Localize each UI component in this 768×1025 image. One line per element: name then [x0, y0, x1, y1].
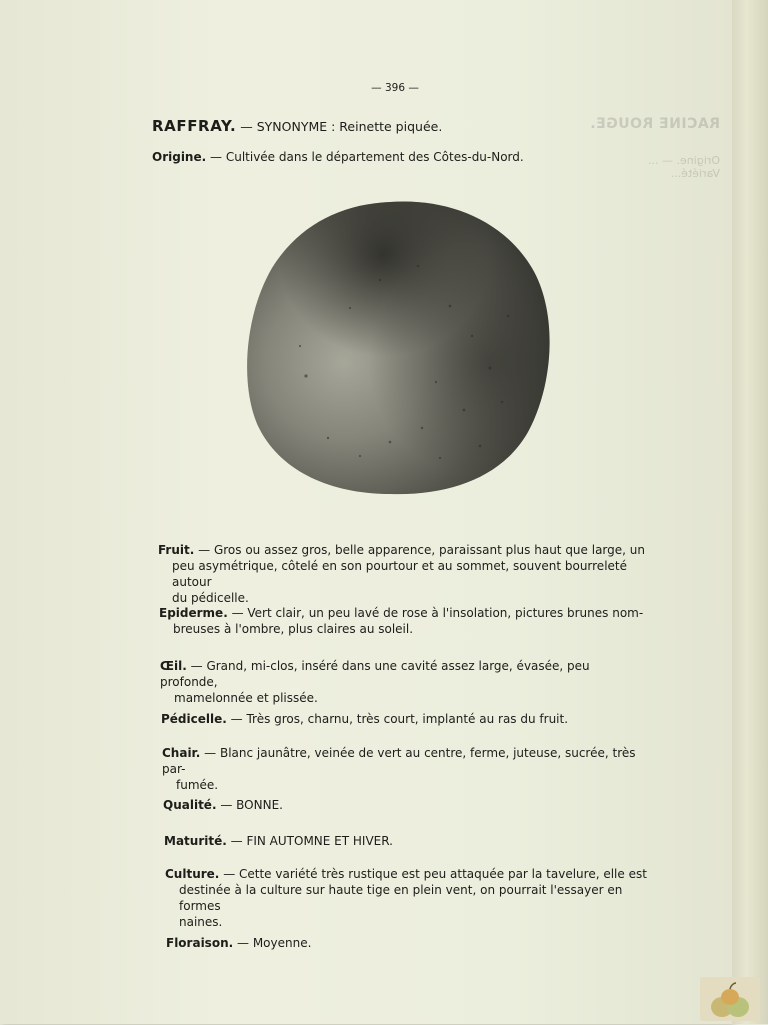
fruit-logo-icon — [700, 977, 760, 1021]
entry-maturite — [164, 833, 654, 849]
qualite-text-1: — BONNE. — [220, 798, 283, 812]
entry-fruit — [158, 542, 648, 606]
variety-title — [152, 117, 442, 135]
bleed-title: RACINE ROUGE. — [589, 116, 720, 132]
variety-synonym: — SYNONYME : Reinette piquée. — [240, 119, 443, 134]
epiderme-label: Epiderme. — [159, 606, 228, 620]
floraison-label: Floraison. — [166, 936, 234, 950]
oeil-label: Œil. — [160, 659, 187, 673]
qualite-label: Qualité. — [163, 798, 217, 812]
origin-line — [152, 150, 524, 164]
entry-floraison — [166, 935, 656, 951]
epiderme-text-1: — Vert clair, un peu lavé de rose à l'insolation, pictures brunes nom- — [231, 606, 644, 620]
entry-pedicelle — [161, 711, 651, 727]
page-edge — [732, 0, 768, 1024]
fruit-label: Fruit. — [158, 543, 195, 557]
origin-label: Origine. — [152, 150, 207, 164]
oeil-text-1: — Grand, mi-clos, inséré dans une cavité assez large, évasée, peu profonde, — [160, 659, 590, 689]
fruit-text-2: peu asymétrique, côtelé en son pourtour et au sommet, souvent bourreleté autour — [172, 559, 627, 589]
floraison-text-1: — Moyenne. — [237, 936, 312, 950]
maturite-text-1: — FIN AUTOMNE ET HIVER. — [230, 834, 393, 848]
chair-text-1: — Blanc jaunâtre, veinée de vert au centre, ferme, juteuse, sucrée, très par- — [162, 746, 636, 776]
bleed-line-1: Origine. — ... — [648, 154, 720, 167]
variety-name: RAFFRAY. — [152, 117, 237, 135]
entry-oeil — [160, 658, 650, 706]
pedicelle-text-1: — Très gros, charnu, très court, implanté au ras du fruit. — [230, 712, 569, 726]
culture-text-1: — Cette variété très rustique est peu attaquée par la tavelure, elle est — [223, 867, 647, 881]
pedicelle-label: Pédicelle. — [161, 712, 227, 726]
chair-text-2: fumée. — [176, 778, 219, 792]
apple-illustration — [240, 196, 558, 500]
bleed-through-text — [480, 116, 720, 180]
oeil-text-2: mamelonnée et plissée. — [174, 691, 318, 705]
bleed-line-2: Variété... — [670, 167, 720, 180]
culture-text-2: destinée à la culture sur haute tige en plein vent, on pourrait l'essayer en formes — [179, 883, 623, 913]
entry-culture — [165, 866, 665, 930]
fruit-text-3: du pédicelle. — [172, 591, 249, 605]
entry-qualite — [163, 797, 653, 813]
maturite-label: Maturité. — [164, 834, 227, 848]
entry-chair — [162, 745, 652, 793]
fruit-text-1: — Gros ou assez gros, belle apparence, paraissant plus haut que large, un — [198, 543, 645, 557]
epiderme-text-2: breuses à l'ombre, plus claires au soleil. — [173, 622, 414, 636]
chair-label: Chair. — [162, 746, 201, 760]
origin-text: — Cultivée dans le département des Côtes-du-Nord. — [210, 150, 524, 164]
entry-epiderme — [159, 605, 649, 637]
culture-label: Culture. — [165, 867, 220, 881]
culture-text-3: naines. — [179, 915, 223, 929]
page-number: — 396 — — [371, 82, 419, 94]
